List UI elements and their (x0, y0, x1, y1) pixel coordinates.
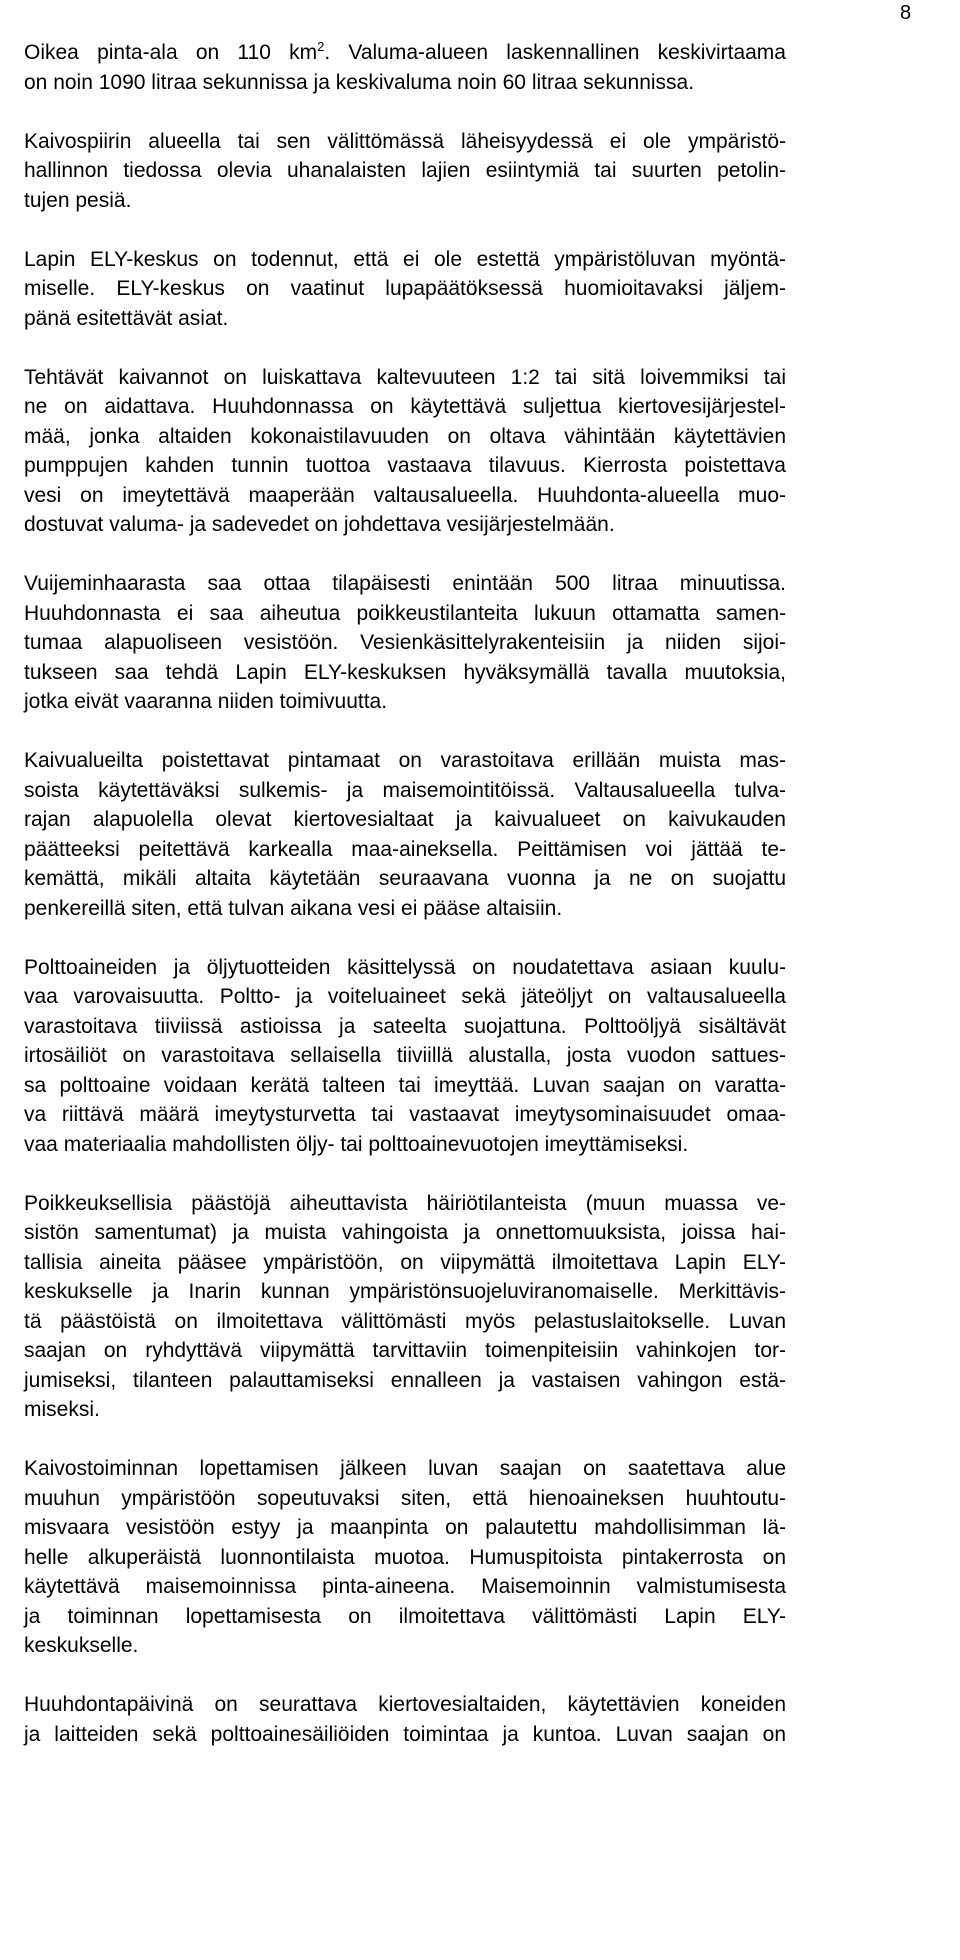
text-line: keskukselle. (24, 1634, 139, 1657)
text-line: muuhun ympäristöön sopeutuvaksi siten, että hienoaineksen huuhtoutu- (24, 1486, 786, 1510)
text-line: soista käytettäväksi sulkemis- ja maisemointitöissä. Valtausalueella tulva- (24, 778, 786, 802)
text-line (24, 38, 786, 68)
text-line: ne on aidattava. Huuhdonnassa on käytettävä suljettua kiertovesijärjestel- (24, 395, 786, 418)
paragraph (24, 1690, 786, 1749)
text-line: hallinnon tiedossa olevia uhanalaisten lajien esiintymiä tai suurten petolin- (24, 159, 786, 182)
text-line: Huuhdonnasta ei saa aiheutua poikkeustilanteita lukuun ottamatta samen- (24, 601, 786, 625)
text-line: tujen pesiä. (24, 188, 132, 212)
text-line: sistön samentumat) ja muista vahingoista ja onnettomuuksista, joissa hai- (24, 1221, 786, 1244)
paragraph (24, 1454, 786, 1661)
text-line: va riittävä määrä imeytysturvetta tai vastaavat imeytysominaisuudet omaa- (24, 1103, 786, 1126)
text-line: vesi on imeytettävä maaperään valtausalueella. Huuhdonta-alueella muo- (24, 483, 786, 507)
text-line: on noin 1090 litraa sekunnissa ja keskivaluma noin 60 litraa sekunnissa. (24, 70, 695, 94)
text-line: Poikkeuksellisia päästöjä aiheuttavista häiriötilanteista (muun muassa ve- (24, 1191, 786, 1215)
text-line: Kaivostoiminnan lopettamisen jälkeen luvan saajan on saatettava alue (24, 1457, 786, 1480)
paragraph (24, 1189, 786, 1425)
text-line: sa polttoaine voidaan kerätä talteen tai imeyttää. Luvan saajan on varatta- (24, 1073, 786, 1097)
text-line: Kaivospiirin alueella tai sen välittömässä läheisyydessä ei ole ympäristö- (24, 129, 786, 153)
text-line: ja toiminnan lopettamisesta on ilmoitettava välittömästi Lapin ELY- (24, 1604, 786, 1628)
text-line: päätteeksi peitettävä karkealla maa-aineksella. Peittämisen voi jättää te- (24, 837, 786, 861)
text-line: vaa varovaisuutta. Poltto- ja voiteluaineet sekä jäteöljyt on valtausalueella (24, 985, 786, 1008)
text-line: pänä esitettävät asiat. (24, 306, 229, 330)
text-line: Tehtävät kaivannot on luiskattava kaltevuuteen 1:2 tai sitä loivemmiksi tai (24, 365, 786, 389)
text-line: jotka eivät vaaranna niiden toimivuutta. (24, 690, 388, 713)
text-line: Lapin ELY-keskus on todennut, että ei ole estettä ympäristöluvan myöntä- (24, 247, 786, 271)
text-line: penkereillä siten, että tulvan aikana vesi ei pääse altaisiin. (24, 896, 563, 920)
document-body (24, 38, 786, 1779)
superscript: 2 (317, 39, 325, 54)
paragraph (24, 38, 786, 97)
text-line: pumppujen kahden tunnin tuottoa vastaava tilavuus. Kierrosta poistettava (24, 454, 786, 477)
paragraph (24, 245, 786, 334)
text-line: keskukselle ja Inarin kunnan ympäristönsuojeluviranomaiselle. Merkittävis- (24, 1280, 786, 1303)
text-line: saajan on ryhdyttävä viipymättä tarvittaviin toimenpiteisiin vahinkojen tor- (24, 1339, 786, 1362)
paragraph (24, 569, 786, 717)
text-line: jumiseksi, tilanteen palauttamiseksi ennalleen ja vastaisen vahingon estä- (24, 1368, 786, 1392)
page-number: 8 (900, 2, 912, 24)
text-line: tukseen saa tehdä Lapin ELY-keskuksen hyväksymällä tavalla muutoksia, (24, 660, 786, 684)
text-line: ja laitteiden sekä polttoainesäiliöiden toimintaa ja kuntoa. Luvan saajan on (24, 1722, 786, 1746)
text-line: miseksi. (24, 1398, 100, 1421)
text-fragment: . Valuma-alueen laskennallinen keskivirtaama (324, 41, 786, 64)
text-line: misvaara vesistöön estyy ja maanpinta on palautettu mahdollisimman lä- (24, 1516, 786, 1539)
text-line: irtosäiliöt on varastoitava sellaisella tiiviillä alustalla, josta vuodon sattues- (24, 1044, 786, 1067)
text-line: dostuvat valuma- ja sadevedet on johdettava vesijärjestelmään. (24, 513, 615, 536)
text-line: Polttoaineiden ja öljytuotteiden käsittelyssä on noudatettava asiaan kuulu- (24, 955, 786, 979)
text-line: varastoitava tiiviissä astioissa ja sateelta suojattuna. Polttoöljyä sisältävät (24, 1014, 786, 1038)
text-line: tä päästöistä on ilmoitettava välittömästi myös pelastuslaitokselle. Luvan (24, 1309, 786, 1333)
text-line: Kaivualueilta poistettavat pintamaat on varastoitava erillään muista mas- (24, 749, 786, 772)
paragraph (24, 746, 786, 923)
text-line: mää, jonka altaiden kokonaistilavuuden on oltava vähintään käytettävien (24, 424, 786, 448)
text-line: kemättä, mikäli altaita käytetään seuraavana vuonna ja ne on suojattu (24, 867, 786, 890)
text-line: käytettävä maisemoinnissa pinta-aineena. Maisemoinnin valmistumisesta (24, 1575, 786, 1598)
paragraph (24, 953, 786, 1160)
text-line: Huuhdontapäivinä on seurattava kiertovesialtaiden, käytettävien koneiden (24, 1693, 786, 1716)
paragraph (24, 363, 786, 540)
text-line: vaa materiaalia mahdollisten öljy- tai polttoainevuotojen imeyttämiseksi. (24, 1132, 689, 1156)
text-line: rajan alapuolella olevat kiertovesialtaat ja kaivualueet on kaivukauden (24, 808, 786, 831)
text-line: miselle. ELY-keskus on vaatinut lupapäätöksessä huomioitavaksi jäljem- (24, 277, 786, 300)
text-line: Vuijeminhaarasta saa ottaa tilapäisesti enintään 500 litraa minuutissa. (24, 572, 786, 595)
text-line: helle alkuperäistä luonnontilaista muotoa. Humuspitoista pintakerrosta on (24, 1545, 786, 1569)
text-fragment: Oikea pinta-ala on 110 km (24, 41, 318, 64)
text-line: tallisia aineita pääsee ympäristöön, on viipymättä ilmoitettava Lapin ELY- (24, 1250, 786, 1274)
text-line: tumaa alapuoliseen vesistöön. Vesienkäsittelyrakenteisiin ja niiden sijoi- (24, 631, 786, 654)
paragraph (24, 127, 786, 216)
